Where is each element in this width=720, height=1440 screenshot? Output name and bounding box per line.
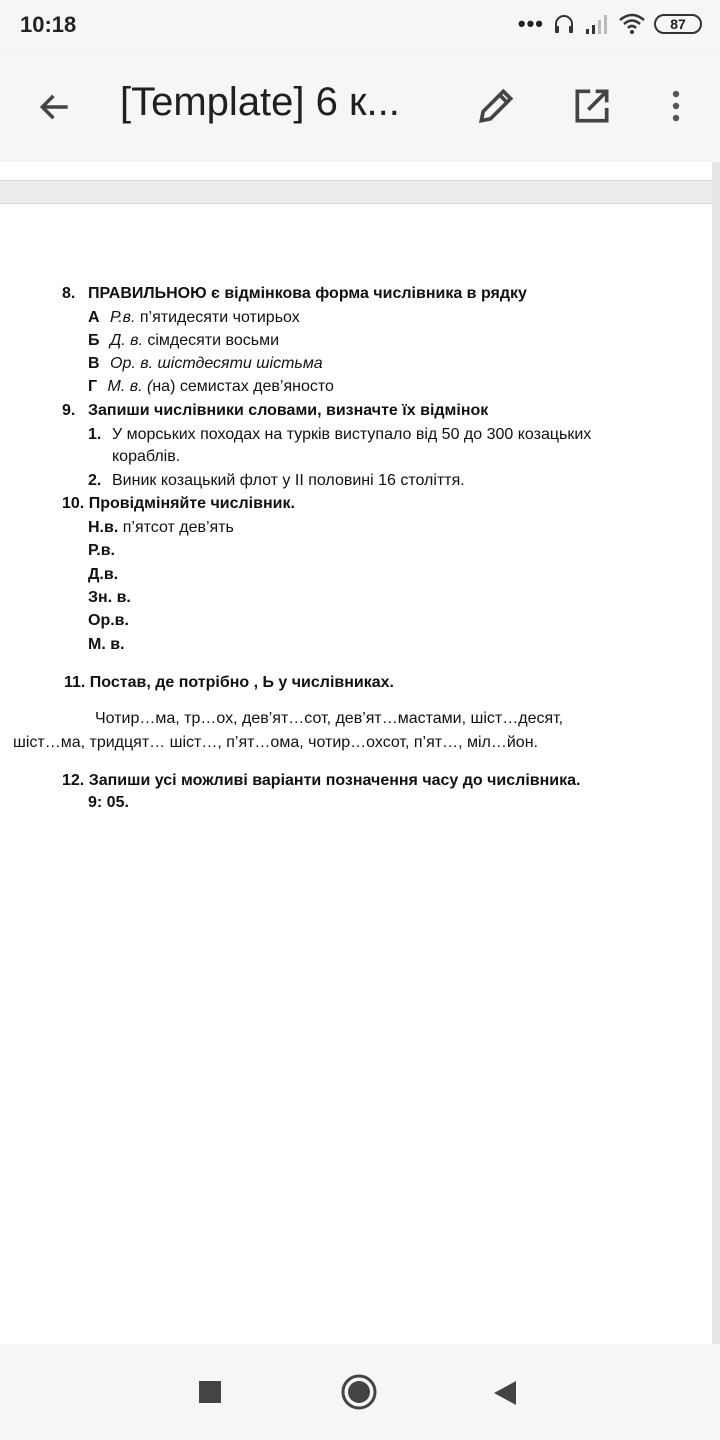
navigation-bar: [0, 1344, 720, 1440]
q10-case-genitive: Р.в.: [88, 542, 115, 559]
more-vert-icon[interactable]: [664, 86, 688, 126]
signal-icon: [584, 13, 610, 35]
q10-case-accusative: Зн. в.: [88, 589, 131, 606]
document-viewer[interactable]: [0, 162, 712, 1344]
q10-case-locative: М. в.: [88, 636, 125, 653]
q10-case-dative: Д.в.: [88, 566, 119, 583]
q8-option-a: А Р.в. п’ятидесяти чотирьох: [88, 309, 300, 326]
q9-item1-line2: кораблів.: [112, 448, 181, 465]
q9-item1-number: 1.: [88, 426, 102, 443]
notification-dots: •••: [517, 11, 544, 36]
q10-case-instrumental: Ор.в.: [88, 612, 129, 629]
q8-option-d: Г М. в. (на) семистах дев’яносто: [88, 378, 334, 395]
q12-value: 9: 05.: [88, 794, 129, 811]
q9-item1-line1: У морських походах на турків виступало від 50 до 300 козацьких: [112, 426, 592, 443]
q9-item2-number: 2.: [88, 472, 102, 489]
q8-text: ПРАВИЛЬНОЮ є відмінкова форма числівника в рядку: [88, 285, 527, 302]
page-separator: [0, 180, 712, 204]
status-time: 10:18: [20, 12, 77, 37]
q11-line2: шіст…ма, тридцят… шіст…, п’ят…ома, чотир…охсот, п’ят…, міл…йон.: [13, 734, 538, 751]
q8-number: 8.: [62, 285, 76, 302]
scroll-edge: [712, 162, 720, 1344]
q9-number: 9.: [62, 402, 76, 419]
q10-title: 10. Провідміняйте числівник.: [62, 495, 295, 512]
q9-text: Запиши числівники словами, визначте їх відмінок: [88, 402, 489, 419]
status-bar: [0, 0, 720, 52]
headphones-icon: [552, 12, 576, 36]
status-icons: [518, 12, 702, 36]
q8-option-b: Б Д. в. сімдесяти восьми: [88, 332, 280, 349]
edit-pencil-icon[interactable]: [474, 84, 518, 128]
battery-icon: 87: [654, 14, 702, 34]
open-external-icon[interactable]: [570, 84, 614, 128]
home-circle-icon[interactable]: [341, 1374, 377, 1410]
q11-title: 11. Постав, де потрібно , Ь у числівниках.: [64, 674, 394, 691]
back-triangle-icon[interactable]: [492, 1380, 518, 1406]
q10-case-nominative: Н.в. п’ятсот дев’ять: [88, 519, 234, 536]
wifi-icon: [618, 13, 646, 35]
back-arrow-icon[interactable]: [36, 88, 74, 126]
q12-title: 12. Запиши усі можливі варіанти позначення часу до числівника.: [62, 772, 581, 789]
q9-item2-line1: Виник козацький флот у ІІ половині 16 століття.: [112, 472, 465, 489]
recents-square-icon[interactable]: [198, 1380, 222, 1404]
q11-line1: Чотир…ма, тр…ох, дев’ят…сот, дев’ят…мастами, шіст…десят,: [95, 710, 564, 727]
document-title: [Template] 6 к...: [120, 80, 400, 124]
app-bar: [0, 52, 720, 162]
q8-option-c: В Ор. в. шістдесяти шістьма: [88, 355, 323, 372]
